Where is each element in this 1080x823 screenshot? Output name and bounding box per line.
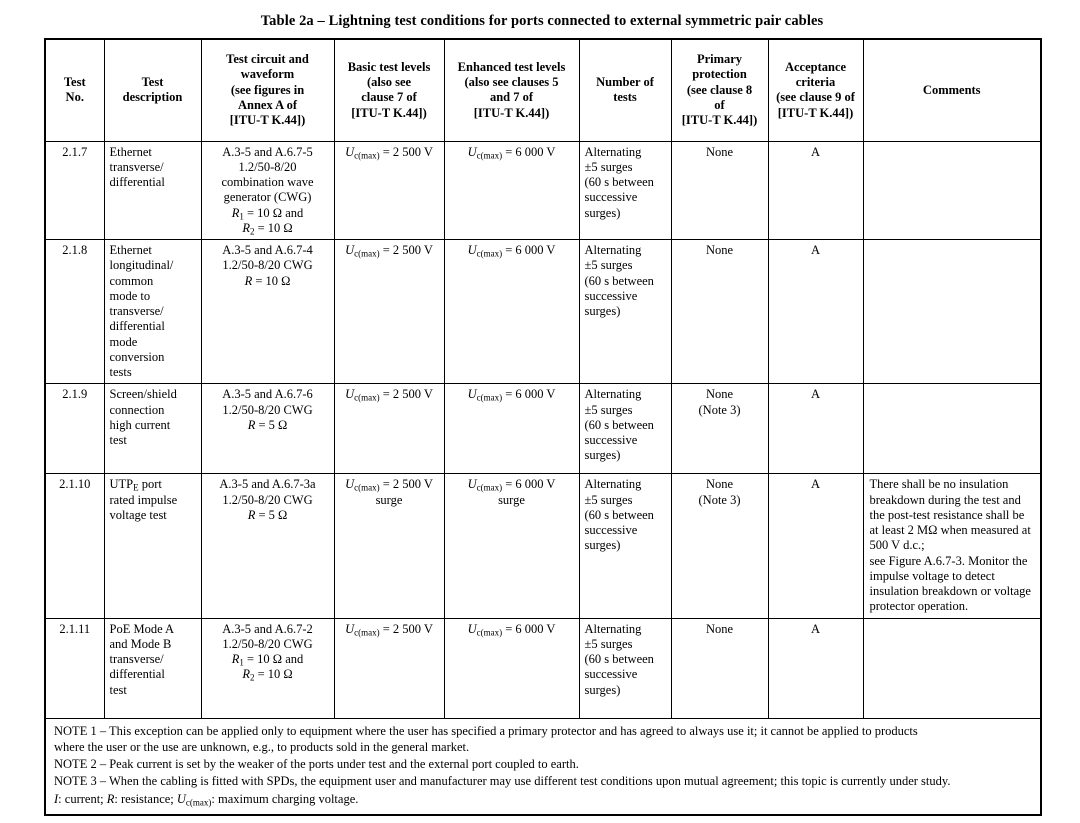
column-header: Test circuit and waveform (see figures in Annex A of [ITU-T K.44]): [201, 39, 334, 141]
cell-num-tests: Alternating ±5 surges (60 s between successive surges): [579, 240, 671, 384]
column-header: Number of tests: [579, 39, 671, 141]
column-header: Test description: [104, 39, 201, 141]
cell-circuit: A.3-5 and A.6.7-2 1.2/50-8/20 CWG $R_1 = 10$ Ω and $R_2 = 10$ Ω: [201, 618, 334, 718]
cell-comments: [863, 141, 1041, 240]
cell-comments: [863, 618, 1041, 718]
cell-description: Screen/shield connection high current test: [104, 384, 201, 474]
cell-circuit: A.3-5 and A.6.7-4 1.2/50-8/20 CWG R = 10 Ω: [201, 240, 334, 384]
cell-comments: [863, 240, 1041, 384]
cell-circuit: A.3-5 and A.6.7-3a 1.2/50-8/20 CWG R = 5 Ω: [201, 474, 334, 618]
table-row: [45, 240, 1041, 384]
table-row: [45, 618, 1041, 718]
column-header: Primary protection (see clause 8 of [ITU-T K.44]): [671, 39, 768, 141]
column-header: Comments: [863, 39, 1041, 141]
cell-description: Ethernet transverse/ differential: [104, 141, 201, 240]
notes-cell: [45, 718, 1041, 815]
cell-description: $UTP_E$ port rated impulse voltage test: [104, 474, 201, 618]
cell-enhanced: $U_{c(max)} = 6$ 000 V: [444, 384, 579, 474]
cell-description: PoE Mode A and Mode B transverse/ differential test: [104, 618, 201, 718]
cell-protection: None: [671, 618, 768, 718]
lightning-test-table: [44, 38, 1042, 816]
header-row: [45, 39, 1041, 141]
cell-protection: None: [671, 240, 768, 384]
note-line: I: current; R: resistance; $U_{c(max)}$: maximum charging voltage.: [54, 791, 359, 807]
cell-circuit: A.3-5 and A.6.7-6 1.2/50-8/20 CWG R = 5 Ω: [201, 384, 334, 474]
table-body: [45, 141, 1041, 718]
cell-basic: $U_{c(max)} = 2$ 500 V: [334, 384, 444, 474]
cell-no: 2.1.10: [45, 474, 104, 618]
table-row: [45, 474, 1041, 618]
cell-description: Ethernet longitudinal/ common mode to transverse/ differential mode conversion tests: [104, 240, 201, 384]
cell-comments: There shall be no insulation breakdown during the test and the post-test resistance shall be at least 2 MΩ when measured at 500 V d.c.; see Figure A.6.7-3. Monitor the impulse voltage to detect insulation breakdown or voltage protector operation.: [863, 474, 1041, 618]
cell-acceptance: A: [768, 618, 863, 718]
cell-basic: $U_{c(max)} = 2$ 500 V: [334, 240, 444, 384]
cell-basic: $U_{c(max)} = 2$ 500 V: [334, 618, 444, 718]
cell-no: 2.1.7: [45, 141, 104, 240]
cell-protection: None (Note 3): [671, 384, 768, 474]
column-header: Acceptance criteria (see clause 9 of [ITU-T K.44]): [768, 39, 863, 141]
cell-acceptance: A: [768, 240, 863, 384]
notes-list: [54, 723, 1032, 807]
cell-basic: $U_{c(max)} = 2$ 500 V: [334, 141, 444, 240]
cell-basic: $U_{c(max)} = 2$ 500 V surge: [334, 474, 444, 618]
column-header: Test No.: [45, 39, 104, 141]
note-line: NOTE 2 – Peak current is set by the weaker of the ports under test and the external port coupled to earth.: [54, 757, 579, 771]
cell-enhanced: $U_{c(max)} = 6$ 000 V: [444, 618, 579, 718]
note-line: NOTE 3 – When the cabling is fitted with SPDs, the equipment user and manufacturer may use different test conditions upon mutual agreement; this topic is currently under study.: [54, 774, 951, 789]
cell-enhanced: $U_{c(max)} = 6$ 000 V: [444, 240, 579, 384]
cell-enhanced: $U_{c(max)} = 6$ 000 V: [444, 141, 579, 240]
cell-num-tests: Alternating ±5 surges (60 s between successive surges): [579, 618, 671, 718]
cell-no: 2.1.8: [45, 240, 104, 384]
column-header: Enhanced test levels (also see clauses 5 and 7 of [ITU-T K.44]): [444, 39, 579, 141]
cell-no: 2.1.9: [45, 384, 104, 474]
notes-row: [45, 718, 1041, 815]
cell-circuit: A.3-5 and A.6.7-5 1.2/50-8/20 combination wave generator (CWG) $R_1 = 10$ Ω and $R_2 = 10$ Ω: [201, 141, 334, 240]
cell-comments: [863, 384, 1041, 474]
cell-num-tests: Alternating ±5 surges (60 s between successive surges): [579, 474, 671, 618]
table-title: Table 2a – Lightning test conditions for ports connected to external symmetric pair cables: [260, 13, 824, 29]
cell-no: 2.1.11: [45, 618, 104, 718]
cell-acceptance: A: [768, 474, 863, 618]
table-row: [45, 384, 1041, 474]
cell-acceptance: A: [768, 141, 863, 240]
column-header: Basic test levels (also see clause 7 of [ITU-T K.44]): [334, 39, 444, 141]
cell-num-tests: Alternating ±5 surges (60 s between successive surges): [579, 141, 671, 240]
table-row: [45, 141, 1041, 240]
cell-enhanced: $U_{c(max)} = 6$ 000 V surge: [444, 474, 579, 618]
cell-acceptance: A: [768, 384, 863, 474]
cell-num-tests: Alternating ±5 surges (60 s between successive surges): [579, 384, 671, 474]
note-line: NOTE 1 – This exception can be applied only to equipment where the user has specified a primary protector and has agreed to always use it; it cannot be applied to products where the user or the use are unknown, e.g., to products sold in the general market.: [54, 723, 918, 754]
cell-protection: None: [671, 141, 768, 240]
cell-protection: None (Note 3): [671, 474, 768, 618]
